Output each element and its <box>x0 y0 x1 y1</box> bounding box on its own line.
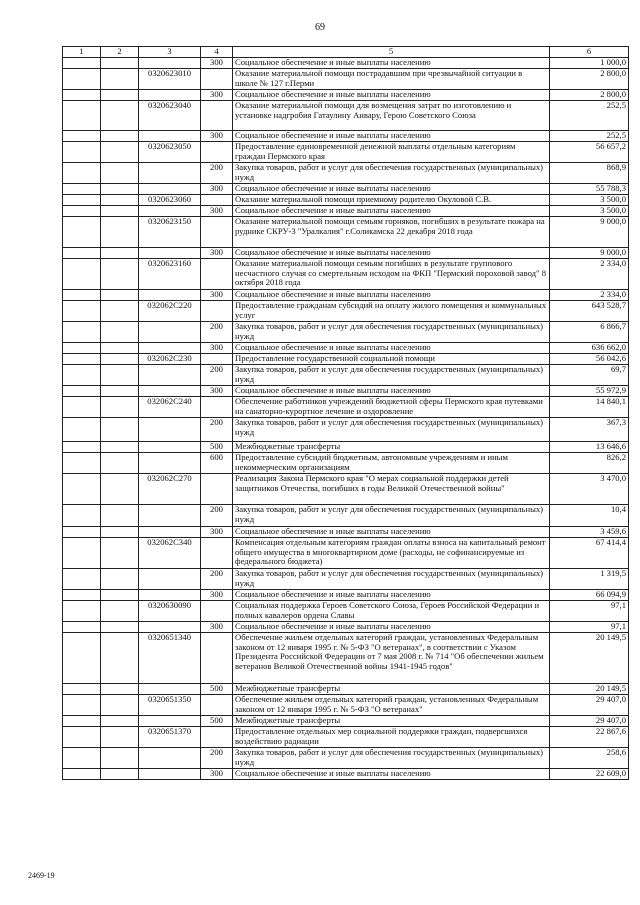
header-col-6: 6 <box>550 47 629 58</box>
header-col-3: 3 <box>139 47 201 58</box>
cell-subsection <box>101 601 139 622</box>
cell-section <box>63 184 101 195</box>
cell-target-code <box>139 716 201 727</box>
table-row <box>63 343 629 354</box>
cell-section <box>63 695 101 716</box>
cell-target-code <box>139 131 201 142</box>
cell-target-code: 032062С270 <box>139 474 201 505</box>
cell-expense-type <box>201 727 233 748</box>
cell-item-name: Закупка товаров, работ и услуг для обеспечения государственных (муниципальных) нужд <box>233 418 550 442</box>
table-row <box>63 397 629 418</box>
cell-expense-type: 200 <box>201 163 233 184</box>
cell-section <box>63 301 101 322</box>
cell-expense-type: 300 <box>201 184 233 195</box>
cell-subsection <box>101 365 139 386</box>
cell-subsection <box>101 142 139 163</box>
cell-item-name: Закупка товаров, работ и услуг для обеспечения государственных (муниципальных) нужд <box>233 505 550 527</box>
cell-expense-type: 500 <box>201 684 233 695</box>
cell-item-name: Социальное обеспечение и иные выплаты населению <box>233 184 550 195</box>
cell-expense-type <box>201 538 233 569</box>
table-row <box>63 217 629 248</box>
table-row <box>63 527 629 538</box>
table-row <box>63 684 629 695</box>
cell-subsection <box>101 69 139 90</box>
cell-item-name: Социальное обеспечение и иные выплаты населению <box>233 386 550 397</box>
cell-expense-type: 300 <box>201 769 233 780</box>
cell-item-name: Закупка товаров, работ и услуг для обеспечения государственных (муниципальных) нужд <box>233 748 550 769</box>
table-row <box>63 716 629 727</box>
cell-expense-type <box>201 101 233 131</box>
cell-expense-type: 200 <box>201 418 233 442</box>
cell-section <box>63 569 101 590</box>
cell-section <box>63 453 101 474</box>
cell-amount: 1 319,5 <box>550 569 629 590</box>
cell-amount: 3 459,6 <box>550 527 629 538</box>
cell-amount: 9 000,0 <box>550 217 629 248</box>
cell-amount: 1 000,0 <box>550 58 629 69</box>
cell-item-name: Социальное обеспечение и иные выплаты населению <box>233 131 550 142</box>
cell-item-name: Закупка товаров, работ и услуг для обеспечения государственных (муниципальных) нужд <box>233 365 550 386</box>
cell-amount: 56 042,6 <box>550 354 629 365</box>
cell-subsection <box>101 695 139 716</box>
cell-expense-type: 500 <box>201 716 233 727</box>
cell-amount: 66 094,9 <box>550 590 629 601</box>
cell-item-name: Социальная поддержка Героев Советского Союза, Героев Российской Федерации и полных кавалеров ордена Славы <box>233 601 550 622</box>
cell-expense-type: 300 <box>201 248 233 259</box>
cell-section <box>63 195 101 206</box>
cell-item-name: Межбюджетные трансферты <box>233 442 550 453</box>
cell-subsection <box>101 343 139 354</box>
table-row <box>63 90 629 101</box>
cell-target-code <box>139 769 201 780</box>
cell-target-code: 0320623050 <box>139 142 201 163</box>
cell-target-code <box>139 684 201 695</box>
table-row <box>63 622 629 633</box>
cell-expense-type: 200 <box>201 322 233 343</box>
cell-item-name: Оказание материальной помощи для возмещения затрат по изготовлению и установке надгробия Гатаулину Анвару, Герою Советского Союза <box>233 101 550 131</box>
table-row <box>63 131 629 142</box>
table-row <box>63 633 629 684</box>
cell-section <box>63 248 101 259</box>
cell-expense-type <box>201 474 233 505</box>
cell-expense-type: 300 <box>201 58 233 69</box>
cell-subsection <box>101 131 139 142</box>
cell-amount: 9 000,0 <box>550 248 629 259</box>
cell-expense-type: 300 <box>201 131 233 142</box>
cell-subsection <box>101 90 139 101</box>
cell-target-code <box>139 527 201 538</box>
cell-subsection <box>101 748 139 769</box>
cell-amount: 3 470,0 <box>550 474 629 505</box>
cell-section <box>63 290 101 301</box>
cell-expense-type: 200 <box>201 569 233 590</box>
cell-item-name: Оказание материальной помощи семьям горняков, погибших в результате пожара на руднике СКРУ-3 "Уралкалия" г.Соликамска 22 декабря 2018 года <box>233 217 550 248</box>
header-col-1: 1 <box>63 47 101 58</box>
table-row <box>63 58 629 69</box>
cell-section <box>63 142 101 163</box>
cell-item-name: Оказание материальной помощи пострадавшим при чрезвычайной ситуации в школе № 127 г.Перми <box>233 69 550 90</box>
cell-section <box>63 418 101 442</box>
cell-amount: 826,2 <box>550 453 629 474</box>
cell-amount: 252,5 <box>550 101 629 131</box>
cell-target-code: 0320630090 <box>139 601 201 622</box>
cell-target-code <box>139 442 201 453</box>
table-row <box>63 365 629 386</box>
cell-section <box>63 206 101 217</box>
cell-subsection <box>101 322 139 343</box>
cell-item-name: Предоставление единовременной денежной выплаты отдельным категориям граждан Пермского края <box>233 142 550 163</box>
cell-expense-type <box>201 301 233 322</box>
cell-target-code <box>139 206 201 217</box>
cell-expense-type <box>201 217 233 248</box>
cell-expense-type: 200 <box>201 365 233 386</box>
cell-subsection <box>101 727 139 748</box>
cell-subsection <box>101 259 139 290</box>
cell-amount: 2 334,0 <box>550 259 629 290</box>
cell-target-code: 0320623160 <box>139 259 201 290</box>
cell-subsection <box>101 58 139 69</box>
cell-amount: 868,9 <box>550 163 629 184</box>
table-row <box>63 601 629 622</box>
cell-target-code <box>139 290 201 301</box>
cell-expense-type <box>201 633 233 684</box>
cell-amount: 636 662,0 <box>550 343 629 354</box>
cell-target-code <box>139 590 201 601</box>
cell-amount: 55 788,3 <box>550 184 629 195</box>
cell-target-code <box>139 184 201 195</box>
cell-target-code: 032062С220 <box>139 301 201 322</box>
cell-target-code: 032062С240 <box>139 397 201 418</box>
cell-item-name: Межбюджетные трансферты <box>233 684 550 695</box>
cell-item-name: Закупка товаров, работ и услуг для обеспечения государственных (муниципальных) нужд <box>233 569 550 590</box>
cell-item-name: Закупка товаров, работ и услуг для обеспечения государственных (муниципальных) нужд <box>233 322 550 343</box>
table-row <box>63 301 629 322</box>
cell-expense-type: 300 <box>201 206 233 217</box>
cell-expense-type <box>201 69 233 90</box>
cell-subsection <box>101 163 139 184</box>
cell-target-code <box>139 163 201 184</box>
table-row <box>63 418 629 442</box>
cell-section <box>63 474 101 505</box>
cell-amount: 67 414,4 <box>550 538 629 569</box>
cell-subsection <box>101 590 139 601</box>
cell-expense-type <box>201 195 233 206</box>
cell-subsection <box>101 206 139 217</box>
page-number: 69 <box>315 22 325 33</box>
table-row <box>63 195 629 206</box>
cell-subsection <box>101 301 139 322</box>
cell-section <box>63 217 101 248</box>
cell-amount: 20 149,5 <box>550 633 629 684</box>
table-row <box>63 248 629 259</box>
cell-section <box>63 727 101 748</box>
cell-amount: 252,5 <box>550 131 629 142</box>
cell-target-code <box>139 58 201 69</box>
cell-section <box>63 590 101 601</box>
cell-subsection <box>101 527 139 538</box>
table-row <box>63 184 629 195</box>
cell-section <box>63 601 101 622</box>
cell-target-code: 0320623150 <box>139 217 201 248</box>
cell-amount: 367,3 <box>550 418 629 442</box>
cell-amount: 3 500,0 <box>550 206 629 217</box>
table-row <box>63 354 629 365</box>
cell-expense-type: 300 <box>201 290 233 301</box>
cell-item-name: Оказание материальной помощи семьям погибших в результате группового несчастного случая со смертельным исходом на ФКП "Пермский пороховой завод" 8 октября 2018 года <box>233 259 550 290</box>
header-col-2: 2 <box>101 47 139 58</box>
cell-expense-type: 300 <box>201 527 233 538</box>
cell-target-code: 0320651340 <box>139 633 201 684</box>
cell-expense-type <box>201 601 233 622</box>
cell-section <box>63 527 101 538</box>
footer-code: 2469-19 <box>28 871 55 880</box>
cell-target-code: 0320651370 <box>139 727 201 748</box>
cell-section <box>63 769 101 780</box>
cell-subsection <box>101 684 139 695</box>
table-row <box>63 474 629 505</box>
cell-subsection <box>101 184 139 195</box>
cell-amount: 55 972,9 <box>550 386 629 397</box>
cell-target-code <box>139 748 201 769</box>
cell-subsection <box>101 101 139 131</box>
cell-item-name: Социальное обеспечение и иные выплаты населению <box>233 206 550 217</box>
cell-item-name: Обеспечение жильем отдельных категорий граждан, установленных Федеральным законом от 12 января 1995 г. № 5-ФЗ "О ветеранах" <box>233 695 550 716</box>
table-row <box>63 259 629 290</box>
cell-expense-type: 200 <box>201 505 233 527</box>
cell-amount: 69,7 <box>550 365 629 386</box>
cell-expense-type <box>201 695 233 716</box>
cell-item-name: Предоставление гражданам субсидий на оплату жилого помещения и коммунальных услуг <box>233 301 550 322</box>
cell-expense-type: 300 <box>201 622 233 633</box>
cell-item-name: Социальное обеспечение и иные выплаты населению <box>233 90 550 101</box>
cell-item-name: Социальное обеспечение и иные выплаты населению <box>233 248 550 259</box>
cell-section <box>63 633 101 684</box>
cell-expense-type: 200 <box>201 748 233 769</box>
cell-amount: 10,4 <box>550 505 629 527</box>
table-row <box>63 142 629 163</box>
cell-subsection <box>101 622 139 633</box>
table-body <box>63 58 629 780</box>
cell-section <box>63 322 101 343</box>
cell-target-code <box>139 343 201 354</box>
table-row <box>63 505 629 527</box>
cell-section <box>63 354 101 365</box>
cell-amount: 20 149,5 <box>550 684 629 695</box>
cell-item-name: Социальное обеспечение и иные выплаты населению <box>233 769 550 780</box>
cell-item-name: Предоставление отдельных мер социальной поддержки граждан, подвергшихся воздействию радиации <box>233 727 550 748</box>
cell-item-name: Предоставление субсидий бюджетным, автономным учреждениям и иным некоммерческим организациям <box>233 453 550 474</box>
cell-amount: 2 334,0 <box>550 290 629 301</box>
cell-item-name: Оказание материальной помощи приемному родителю Окуловой С.В. <box>233 195 550 206</box>
cell-subsection <box>101 386 139 397</box>
cell-amount: 643 528,7 <box>550 301 629 322</box>
cell-amount: 14 840,1 <box>550 397 629 418</box>
cell-subsection <box>101 195 139 206</box>
cell-amount: 29 407,0 <box>550 716 629 727</box>
table-row <box>63 386 629 397</box>
cell-amount: 29 407,0 <box>550 695 629 716</box>
cell-item-name: Обеспечение работников учреждений бюджетной сферы Пермского края путевками на санаторно-курортное лечение и оздоровление <box>233 397 550 418</box>
cell-target-code <box>139 453 201 474</box>
cell-target-code <box>139 322 201 343</box>
cell-section <box>63 365 101 386</box>
cell-expense-type: 300 <box>201 386 233 397</box>
cell-item-name: Предоставление государственной социальной помощи <box>233 354 550 365</box>
cell-item-name: Межбюджетные трансферты <box>233 716 550 727</box>
cell-expense-type: 300 <box>201 90 233 101</box>
cell-section <box>63 684 101 695</box>
table-row <box>63 163 629 184</box>
cell-expense-type: 500 <box>201 442 233 453</box>
cell-section <box>63 622 101 633</box>
cell-expense-type: 600 <box>201 453 233 474</box>
cell-subsection <box>101 354 139 365</box>
cell-expense-type <box>201 142 233 163</box>
cell-section <box>63 58 101 69</box>
header-col-5: 5 <box>233 47 550 58</box>
cell-section <box>63 538 101 569</box>
cell-expense-type <box>201 397 233 418</box>
cell-section <box>63 69 101 90</box>
cell-item-name: Социальное обеспечение и иные выплаты населению <box>233 527 550 538</box>
cell-item-name: Социальное обеспечение и иные выплаты населению <box>233 343 550 354</box>
cell-item-name: Социальное обеспечение и иные выплаты населению <box>233 622 550 633</box>
cell-subsection <box>101 633 139 684</box>
table-row <box>63 453 629 474</box>
budget-table <box>62 46 629 780</box>
cell-target-code: 032062С340 <box>139 538 201 569</box>
cell-section <box>63 131 101 142</box>
cell-target-code: 032062С230 <box>139 354 201 365</box>
cell-target-code <box>139 386 201 397</box>
cell-item-name: Социальное обеспечение и иные выплаты населению <box>233 58 550 69</box>
cell-item-name: Компенсация отдельным категориям граждан оплаты взноса на капитальный ремонт общего имущества в многоквартирном доме (расходы, не софинансируемые из федерального бюджета) <box>233 538 550 569</box>
cell-subsection <box>101 716 139 727</box>
cell-subsection <box>101 453 139 474</box>
cell-subsection <box>101 538 139 569</box>
cell-subsection <box>101 217 139 248</box>
cell-subsection <box>101 397 139 418</box>
cell-subsection <box>101 418 139 442</box>
cell-amount: 97,1 <box>550 622 629 633</box>
table-header-row <box>63 47 629 58</box>
cell-amount: 56 657,2 <box>550 142 629 163</box>
cell-subsection <box>101 769 139 780</box>
cell-item-name: Социальное обеспечение и иные выплаты населению <box>233 290 550 301</box>
cell-amount: 97,1 <box>550 601 629 622</box>
cell-expense-type: 300 <box>201 590 233 601</box>
cell-subsection <box>101 442 139 453</box>
cell-target-code <box>139 365 201 386</box>
cell-target-code: 0320623060 <box>139 195 201 206</box>
cell-amount: 3 500,0 <box>550 195 629 206</box>
cell-expense-type <box>201 354 233 365</box>
cell-expense-type <box>201 259 233 290</box>
cell-target-code: 0320623040 <box>139 101 201 131</box>
cell-section <box>63 259 101 290</box>
table-row <box>63 322 629 343</box>
cell-target-code <box>139 505 201 527</box>
table-row <box>63 769 629 780</box>
table-row <box>63 748 629 769</box>
cell-target-code: 0320651350 <box>139 695 201 716</box>
table-row <box>63 590 629 601</box>
cell-section <box>63 397 101 418</box>
cell-subsection <box>101 248 139 259</box>
table-row <box>63 290 629 301</box>
cell-item-name: Закупка товаров, работ и услуг для обеспечения государственных (муниципальных) нужд <box>233 163 550 184</box>
cell-subsection <box>101 474 139 505</box>
cell-section <box>63 163 101 184</box>
cell-target-code: 0320623010 <box>139 69 201 90</box>
cell-amount: 2 800,0 <box>550 69 629 90</box>
cell-amount: 22 867,6 <box>550 727 629 748</box>
table-row <box>63 538 629 569</box>
cell-section <box>63 716 101 727</box>
cell-amount: 6 866,7 <box>550 322 629 343</box>
cell-section <box>63 442 101 453</box>
table-row <box>63 69 629 90</box>
cell-section <box>63 386 101 397</box>
cell-target-code <box>139 248 201 259</box>
cell-amount: 2 800,0 <box>550 90 629 101</box>
cell-target-code <box>139 418 201 442</box>
table-row <box>63 695 629 716</box>
cell-item-name: Обеспечение жильем отдельных категорий граждан, установленных Федеральным законом от 12 января 1995 г. № 5-ФЗ "О ветеранах", в соответствии с Указом Президента Российской Федерации от 7 мая 2008 г. № 714 "Об обеспечении жильем ветеранов Великой Отечественной войны 1941-1945 годов" <box>233 633 550 684</box>
table-row <box>63 101 629 131</box>
cell-section <box>63 748 101 769</box>
cell-subsection <box>101 569 139 590</box>
cell-target-code <box>139 90 201 101</box>
cell-target-code <box>139 569 201 590</box>
cell-section <box>63 101 101 131</box>
cell-section <box>63 505 101 527</box>
cell-target-code <box>139 622 201 633</box>
cell-section <box>63 90 101 101</box>
cell-subsection <box>101 290 139 301</box>
cell-subsection <box>101 505 139 527</box>
table-row <box>63 727 629 748</box>
table-row <box>63 569 629 590</box>
header-col-4: 4 <box>201 47 233 58</box>
cell-item-name: Социальное обеспечение и иные выплаты населению <box>233 590 550 601</box>
cell-amount: 258,6 <box>550 748 629 769</box>
cell-amount: 22 609,0 <box>550 769 629 780</box>
cell-expense-type: 300 <box>201 343 233 354</box>
table-row <box>63 206 629 217</box>
table-row <box>63 442 629 453</box>
cell-amount: 13 646,6 <box>550 442 629 453</box>
cell-section <box>63 343 101 354</box>
cell-item-name: Реализация Закона Пермского края "О мерах социальной поддержки детей защитников Отечества, погибших в годы Великой Отечественной войны" <box>233 474 550 505</box>
